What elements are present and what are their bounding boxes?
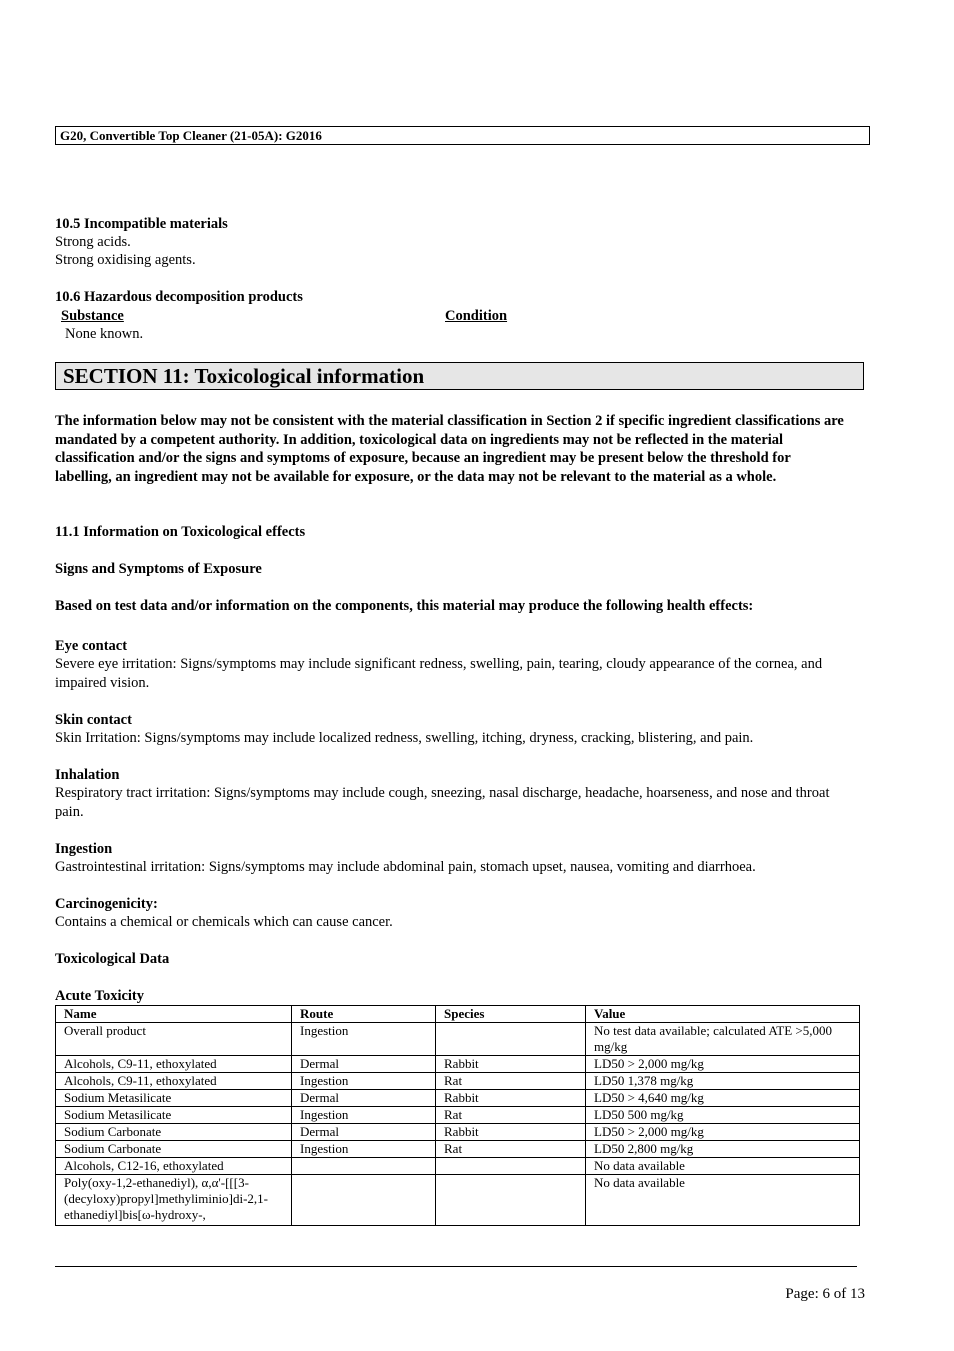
page-number: Page: 6 of 13 — [785, 1286, 865, 1302]
cell-route: Ingestion — [292, 1141, 436, 1158]
table-row — [56, 1158, 860, 1175]
incompatible-item: Strong acids. — [55, 234, 131, 250]
cell-route: Dermal — [292, 1124, 436, 1141]
none-known-text: None known. — [65, 326, 144, 342]
cell-value: No data available — [586, 1175, 860, 1226]
product-title-box — [55, 126, 870, 145]
col-header-route: Route — [292, 1006, 436, 1023]
section-11-title: SECTION 11: Toxicological information — [63, 364, 425, 388]
table-row — [56, 1090, 860, 1107]
cell-value: LD50 1,378 mg/kg — [586, 1073, 860, 1090]
carcinogenicity-heading: Carcinogenicity: — [55, 896, 158, 912]
based-on-text: Based on test data and/or information on the components, this material may produce the following health effects: — [55, 598, 754, 614]
table-row — [56, 1141, 860, 1158]
incompatible-heading: 10.5 Incompatible materials — [55, 216, 228, 232]
cell-route: Ingestion — [292, 1073, 436, 1090]
cell-value: LD50 > 2,000 mg/kg — [586, 1124, 860, 1141]
table-header-row — [56, 1006, 860, 1023]
cell-name: Sodium Metasilicate — [56, 1090, 292, 1107]
cell-species: Rabbit — [436, 1124, 586, 1141]
cell-name: Sodium Carbonate — [56, 1141, 292, 1158]
product-title: G20, Convertible Top Cleaner (21-05A): G2016 — [60, 128, 322, 143]
substance-column-header: Substance — [61, 308, 124, 324]
cell-name: Alcohols, C9-11, ethoxylated — [56, 1056, 292, 1073]
col-header-species: Species — [436, 1006, 586, 1023]
eye-contact-text: Severe eye irritation: Signs/symptoms may include significant redness, swelling, pain, tearing, cloudy appearance of the cornea, and impaired vision. — [55, 656, 823, 691]
cell-value: No data available — [586, 1158, 860, 1175]
footer-divider — [55, 1266, 857, 1267]
carcinogenicity-text: Contains a chemical or chemicals which can cause cancer. — [55, 914, 393, 930]
cell-species: Rat — [436, 1107, 586, 1124]
table-row — [56, 1107, 860, 1124]
cell-name: Alcohols, C9-11, ethoxylated — [56, 1073, 292, 1090]
cell-name: Poly(oxy-1,2-ethanediyl), α,α'-[[[3-(decyloxy)propyl]methyliminio]di-2,1-ethanediyl]bis[ω-hydroxy-, — [56, 1175, 292, 1226]
cell-route: Ingestion — [292, 1023, 436, 1056]
inhalation-heading: Inhalation — [55, 767, 120, 783]
cell-species: Rat — [436, 1073, 586, 1090]
cell-species — [436, 1158, 586, 1175]
table-row — [56, 1124, 860, 1141]
condition-column-header: Condition — [445, 308, 508, 324]
table-row — [56, 1056, 860, 1073]
toxicological-data-heading: Toxicological Data — [55, 951, 170, 967]
col-header-name: Name — [56, 1006, 292, 1023]
eye-contact-heading: Eye contact — [55, 638, 128, 654]
section-11-title-bar — [55, 362, 864, 390]
cell-route — [292, 1158, 436, 1175]
skin-contact-text: Skin Irritation: Signs/symptoms may include localized redness, swelling, itching, dryness, cracking, blistering, and pain. — [55, 730, 754, 746]
signs-heading: Signs and Symptoms of Exposure — [55, 561, 262, 577]
cell-species: Rat — [436, 1141, 586, 1158]
col-header-value: Value — [586, 1006, 860, 1023]
cell-value: LD50 > 2,000 mg/kg — [586, 1056, 860, 1073]
cell-route — [292, 1175, 436, 1226]
cell-value: No test data available; calculated ATE >5,000 mg/kg — [586, 1023, 860, 1056]
cell-name: Sodium Metasilicate — [56, 1107, 292, 1124]
acute-toxicity-heading: Acute Toxicity — [55, 988, 145, 1004]
cell-species — [436, 1175, 586, 1226]
cell-route: Ingestion — [292, 1107, 436, 1124]
cell-value: LD50 500 mg/kg — [586, 1107, 860, 1124]
table-row — [56, 1175, 860, 1226]
inhalation-text: Respiratory tract irritation: Signs/symptoms may include cough, sneezing, nasal discharge, headache, hoarseness, and nose and throat pain. — [55, 785, 830, 820]
cell-name: Overall product — [56, 1023, 292, 1056]
ingestion-text: Gastrointestinal irritation: Signs/symptoms may include abdominal pain, stomach upset, nausea, vomiting and diarrhoea. — [55, 859, 756, 875]
ingestion-heading: Ingestion — [55, 841, 113, 857]
table-row — [56, 1073, 860, 1090]
disclaimer-paragraph: The information below may not be consistent with the material classification in Section 2 if specific ingredient classifications are mandated by a competent authority. In addition, toxicological data on ingredients may not be reflected in the material classification and/or the signs and symptoms of exposure, because an ingredient may be present below the threshold for labelling, an ingredient may not be available for exposure, or the data may not be relevant to the material as a whole. — [55, 413, 844, 485]
cell-species: Rabbit — [436, 1056, 586, 1073]
info-heading: 11.1 Information on Toxicological effects — [55, 524, 306, 540]
skin-contact-heading: Skin contact — [55, 712, 132, 728]
cell-species — [436, 1023, 586, 1056]
cell-species: Rabbit — [436, 1090, 586, 1107]
acute-toxicity-table — [55, 1005, 860, 1226]
decomposition-heading: 10.6 Hazardous decomposition products — [55, 289, 303, 305]
incompatible-item: Strong oxidising agents. — [55, 252, 196, 268]
cell-value: LD50 > 4,640 mg/kg — [586, 1090, 860, 1107]
cell-route: Dermal — [292, 1056, 436, 1073]
cell-name: Alcohols, C12-16, ethoxylated — [56, 1158, 292, 1175]
cell-name: Sodium Carbonate — [56, 1124, 292, 1141]
cell-route: Dermal — [292, 1090, 436, 1107]
table-row — [56, 1023, 860, 1056]
cell-value: LD50 2,800 mg/kg — [586, 1141, 860, 1158]
